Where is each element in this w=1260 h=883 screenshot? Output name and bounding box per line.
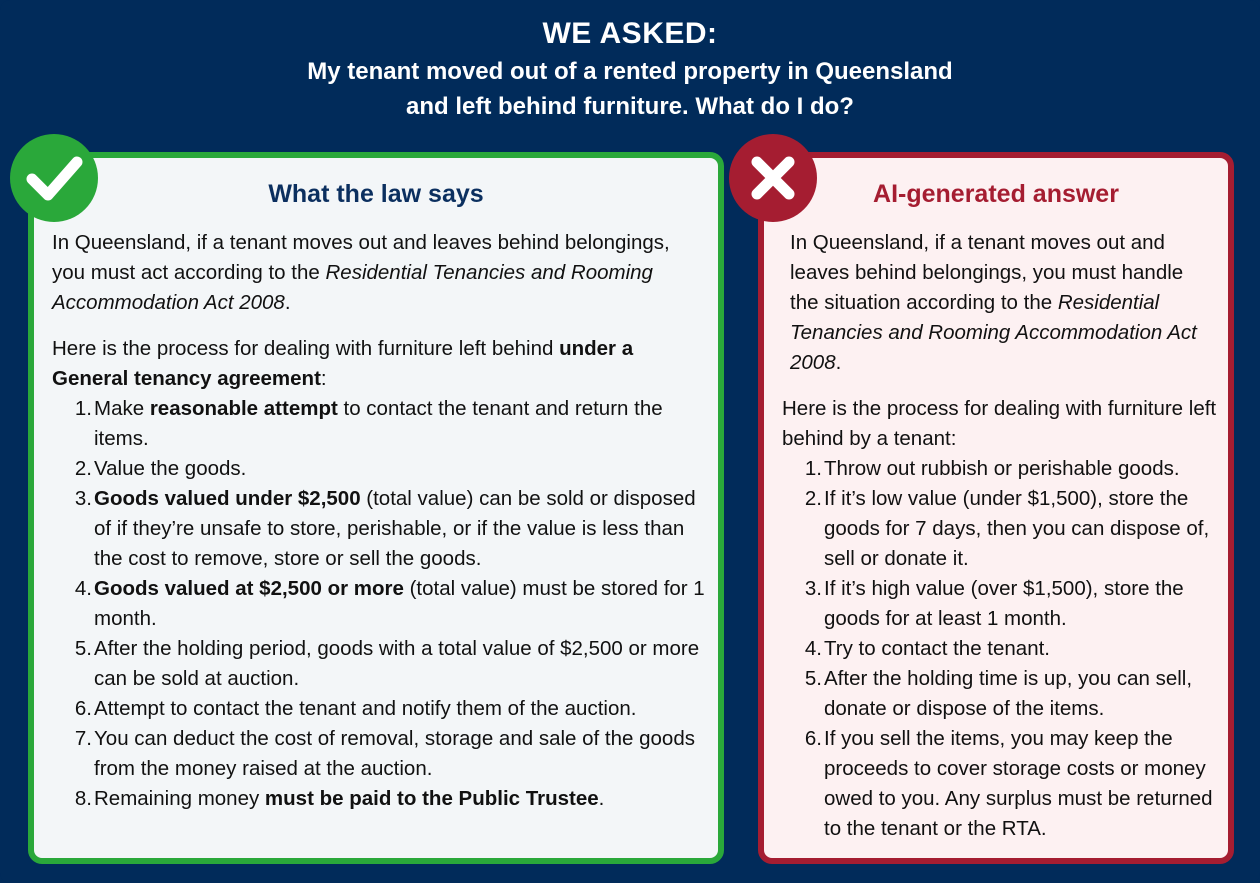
law-step-text: After the holding period, goods with a total value of $2,500 or more can be sold at auction.	[94, 637, 700, 690]
law-step-emphasis: must be paid to the Public Trustee	[264, 787, 599, 810]
ai-step-number: 5.	[804, 667, 822, 690]
law-act-name: Residential Tenancies and Rooming Accommodation Act 2008	[52, 261, 653, 314]
ai-act-name: Residential Tenancies and Rooming Accommodation Act 2008	[790, 291, 1197, 374]
law-step-text: Attempt to contact the tenant and notify them of the auction.	[94, 697, 637, 720]
checkmark-icon	[10, 134, 98, 222]
ai-step-number: 3.	[804, 577, 822, 600]
law-steps-list	[68, 394, 708, 814]
ai-step-number: 6.	[804, 727, 822, 750]
law-step-emphasis: Goods valued under $2,500	[94, 487, 361, 510]
ai-step-text: If it’s high value (over $1,500), store the goods for at least 1 month.	[824, 577, 1184, 630]
question-line-1: My tenant moved out of a rented property in Queensland	[307, 58, 953, 85]
law-step-text: Value the goods.	[94, 457, 247, 480]
ai-panel-title: AI-generated answer	[873, 180, 1119, 208]
law-step-text: .	[598, 787, 605, 810]
law-step-number: 8.	[74, 787, 92, 810]
ai-process-paragraph: Here is the process for dealing with furniture left behind by a tenant:	[782, 397, 1217, 450]
ai-step-item	[798, 664, 1222, 724]
law-step-text: Remaining money	[94, 787, 265, 810]
law-panel	[28, 152, 724, 864]
ai-step-text: After the holding time is up, you can sell, donate or dispose of the items.	[824, 667, 1193, 720]
ai-step-number: 2.	[804, 487, 822, 510]
law-process-paragraph	[52, 334, 702, 394]
law-step-number: 6.	[74, 697, 92, 720]
law-step-emphasis: reasonable attempt	[149, 397, 338, 420]
cross-icon	[729, 134, 817, 222]
law-panel-title: What the law says	[268, 180, 484, 208]
ai-step-item	[798, 724, 1222, 844]
ai-steps-list	[798, 454, 1222, 844]
law-step-item	[68, 724, 708, 784]
law-step-number: 7.	[74, 727, 92, 750]
question-line-2: and left behind furniture. What do I do?	[406, 93, 854, 120]
law-step-item	[68, 454, 708, 484]
law-step-number: 5.	[74, 637, 92, 660]
law-step-item	[68, 784, 708, 814]
header	[0, 14, 1260, 124]
ai-step-text: Throw out rubbish or perishable goods.	[824, 457, 1180, 480]
law-step-item	[68, 484, 708, 574]
law-step-text: (total value) must be stored for 1 month.	[94, 577, 705, 630]
ai-step-item	[798, 454, 1222, 484]
law-step-text: You can deduct the cost of removal, storage and sale of the goods from the money raised at the auction.	[94, 727, 695, 780]
ai-step-number: 4.	[804, 637, 822, 660]
law-step-number: 3.	[74, 487, 92, 510]
law-step-item	[68, 574, 708, 634]
ai-intro-text: In Queensland, if a tenant moves out and leaves behind belongings, you must handle the situation according to the	[790, 231, 1184, 314]
law-step-item	[68, 634, 708, 694]
law-step-text: to contact the tenant and return the items.	[94, 397, 663, 450]
law-step-text: (total value) can be sold or disposed of if they’re unsafe to store, perishable, or if the value is less than the cost to remove, store or sell the goods.	[94, 487, 696, 570]
law-intro-text: In Queensland, if a tenant moves out and leaves behind belongings, you must act according to the	[52, 231, 670, 284]
law-intro-paragraph	[52, 228, 702, 318]
law-step-emphasis: Goods valued at $2,500 or more	[94, 577, 404, 600]
ai-step-text: If it’s low value (under $1,500), store the goods for 7 days, then you can dispose of, sell or donate it.	[824, 487, 1210, 570]
law-step-text: Make	[94, 397, 150, 420]
ai-step-item	[798, 484, 1222, 574]
ai-step-item	[798, 574, 1222, 634]
header-title: WE ASKED:	[542, 17, 718, 50]
law-step-number: 1.	[74, 397, 92, 420]
law-process-text: Here is the process for dealing with furniture left behind	[52, 337, 560, 360]
ai-step-text: If you sell the items, you may keep the proceeds to cover storage costs or money owed to you. Any surplus must be returned to the tenant or the RTA.	[824, 727, 1213, 840]
law-step-number: 4.	[74, 577, 92, 600]
law-agreement-type: under a General tenancy agreement	[52, 337, 634, 390]
law-intro-end: .	[284, 291, 291, 314]
law-process-end: :	[320, 367, 327, 390]
ai-step-item	[798, 634, 1222, 664]
ai-intro-paragraph	[790, 228, 1200, 378]
law-step-item	[68, 694, 708, 724]
ai-step-number: 1.	[804, 457, 822, 480]
ai-intro-end: .	[835, 351, 842, 374]
law-step-item	[68, 394, 708, 454]
ai-panel	[758, 152, 1234, 864]
law-step-number: 2.	[74, 457, 92, 480]
ai-step-text: Try to contact the tenant.	[824, 637, 1051, 660]
